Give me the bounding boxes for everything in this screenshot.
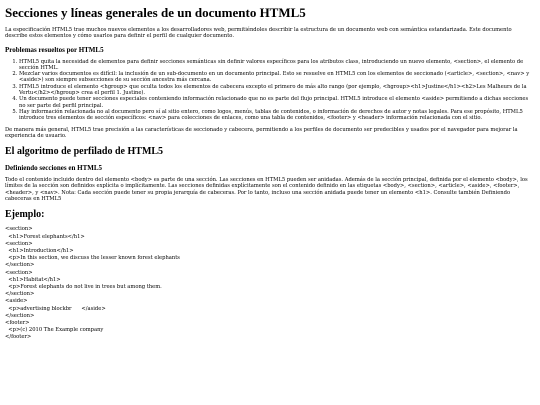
code-line: <p>In this section, we discuss the lesser known forest elephants <box>5 255 180 262</box>
algorithm-subheading: Definiendo secciones en HTML5 <box>5 164 103 173</box>
list-item: 3. HTML5 introduce el elemento <hgroup> que oculta todos los elementos de cabecera excepto el primero de más alto rango (por ejemplo, <hgroup><h1>Justine</h1><h2>Les Malheurs de la Vertu</h2></hgroup> crea el perfil 1. Justine). <box>19 84 535 97</box>
list-item: 4. Un documento puede tener secciones especiales conteniendo información relacionado que no es parte del flujo principal. HTML5 introduce el elemento <aside> permitiendo a dichas secciones no ser parte del perfil principal. <box>19 96 535 109</box>
list-item: 1. HTML5 quita la necesidad de elementos para definir secciones semánticas sin definir valores específicos para los atributos class, introduciendo un nuevo elemento, <section>, el elemento de sección HTML. <box>19 59 535 72</box>
code-line: <section> <box>5 226 33 233</box>
code-line: <p>Forest elephants do not live in trees but among them. <box>5 283 162 290</box>
code-line: <p>(c) 2010 The Example company <box>5 327 104 334</box>
code-line: </section> <box>5 262 35 269</box>
code-line: <section> <box>5 240 33 247</box>
problems-list <box>5 59 535 122</box>
page-title: Secciones y líneas generales de un documento HTML5 <box>5 5 306 20</box>
algorithm-heading: El algoritmo de perfilado de HTML5 <box>5 146 164 158</box>
problems-heading: Problemas resueltos por HTML5 <box>5 45 104 54</box>
code-line: <h1>Forest elephants</h1> <box>5 233 85 240</box>
code-line: </section> <box>5 312 35 319</box>
code-line: </footer> <box>5 334 32 341</box>
list-item: 5. Hay información relacionada no al documento pero sí al sitio entero, como logos, menús, tablas de contenidos, o información de derechos de autor y notas legales. Para ese propósito, HTML5 introduce tres elementos de sección específicos: <nav> para colecciones de enlaces, como una tabla de contenidos, <footer> y <header> información relacionada con el sitio. <box>19 109 535 122</box>
summary-paragraph: De manera más general, HTML5 trae precisión a las características de seccionado y cabecera, permitiendo a los perfiles de documento ser predecibles y usados por el navegador para mejorar la experiencia de usuario. <box>5 126 518 139</box>
example-heading: Ejemplo: <box>5 209 45 221</box>
code-line: <h1>Introduction</h1> <box>5 247 74 254</box>
code-line: </section> <box>5 291 35 298</box>
code-line: <footer> <box>5 319 30 326</box>
code-line: <p>advertising blockbr </aside> <box>5 305 106 312</box>
code-line: <section> <box>5 269 33 276</box>
intro-paragraph: La especificación HTML5 trae muchos nuevos elementos a los desarrolladores web, permitiéndoles describir la estructura de un documento web con semántica estandarizada. Este documento describe estos elementos y cómo usarlos para definir el perfil de cualquier documento. <box>5 27 512 40</box>
code-line: <aside> <box>5 298 28 305</box>
list-item: 2. Mezclar varios documentos es difícil: la inclusión de un sub-documento en un documento principal. Esto se resuelve en HTML5 con los elementos de seccionado (<article>, <section>, <nav> y <aside>) son siempre subsecciones de su sección ancestra más cercana. <box>19 71 535 84</box>
code-example <box>5 226 535 341</box>
code-line: <h1>Habitat</h1> <box>5 276 61 283</box>
algorithm-paragraph: Todo el contenido incluido dentro del elemento <body> es parte de una sección. Las secciones en HTML5 pueden ser anidadas. Además de la sección principal, definida por el elemento <body>, los límites de la sección son definidos explícita o implícitamente. Las secciones definidas explícitamente son el contenido definido en las etiquetas <body>, <section>, <article>, <aside>, <footer>, <header>, y <nav>. Nota: Cada sección puede tener su propia jerarquía de cabeceras. Por lo tanto, incluso una sección anidada puede tener un elemento <h1>. Consulte también Definiendo cabeceras en HTML5 <box>5 177 528 203</box>
